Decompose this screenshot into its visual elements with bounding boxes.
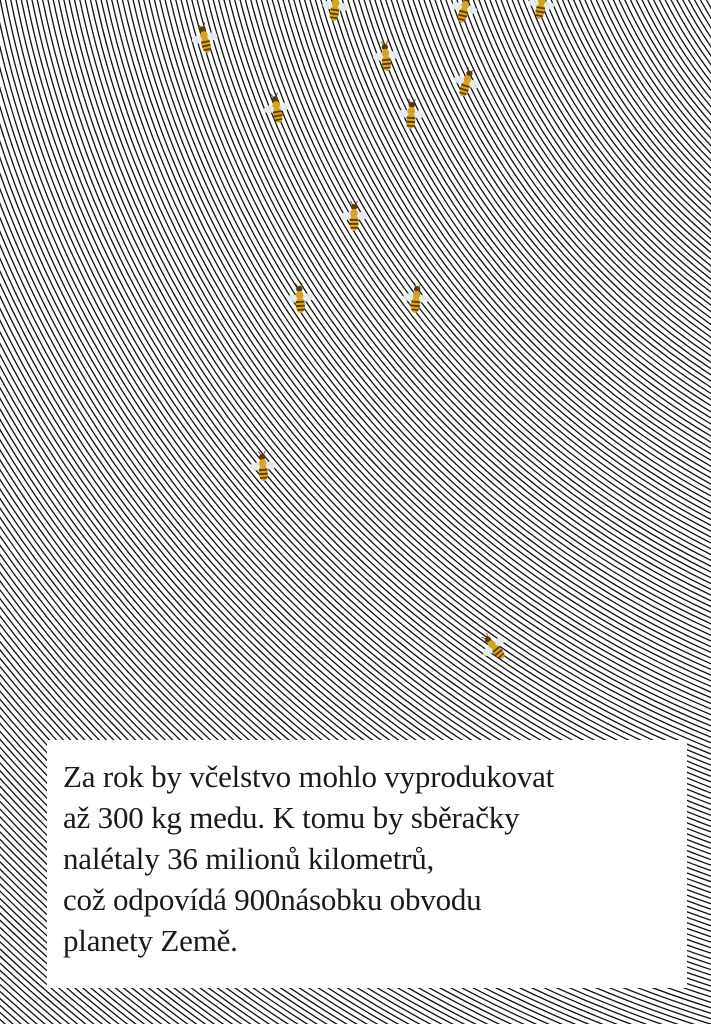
honeybee-icon (371, 39, 401, 78)
caption-panel (47, 740, 687, 988)
honeybee-icon (341, 200, 367, 236)
honeybee-icon (320, 0, 351, 28)
caption-line: Za rok by včelstvo mohlo vyprodukovat (63, 759, 555, 794)
honeybee-icon (397, 97, 425, 135)
honeybee-icon (401, 281, 431, 320)
caption-text (63, 756, 667, 961)
caption-line: nalétaly 36 milionů kilometrů, (63, 841, 435, 876)
caption-line: což odpovídá 900násobku obvodu (63, 882, 482, 917)
honeybee-icon (249, 449, 277, 487)
honeybee-icon (286, 281, 314, 319)
caption-line: planety Země. (63, 923, 238, 958)
caption-line: až 300 kg medu. K tomu by sběračky (63, 800, 520, 835)
